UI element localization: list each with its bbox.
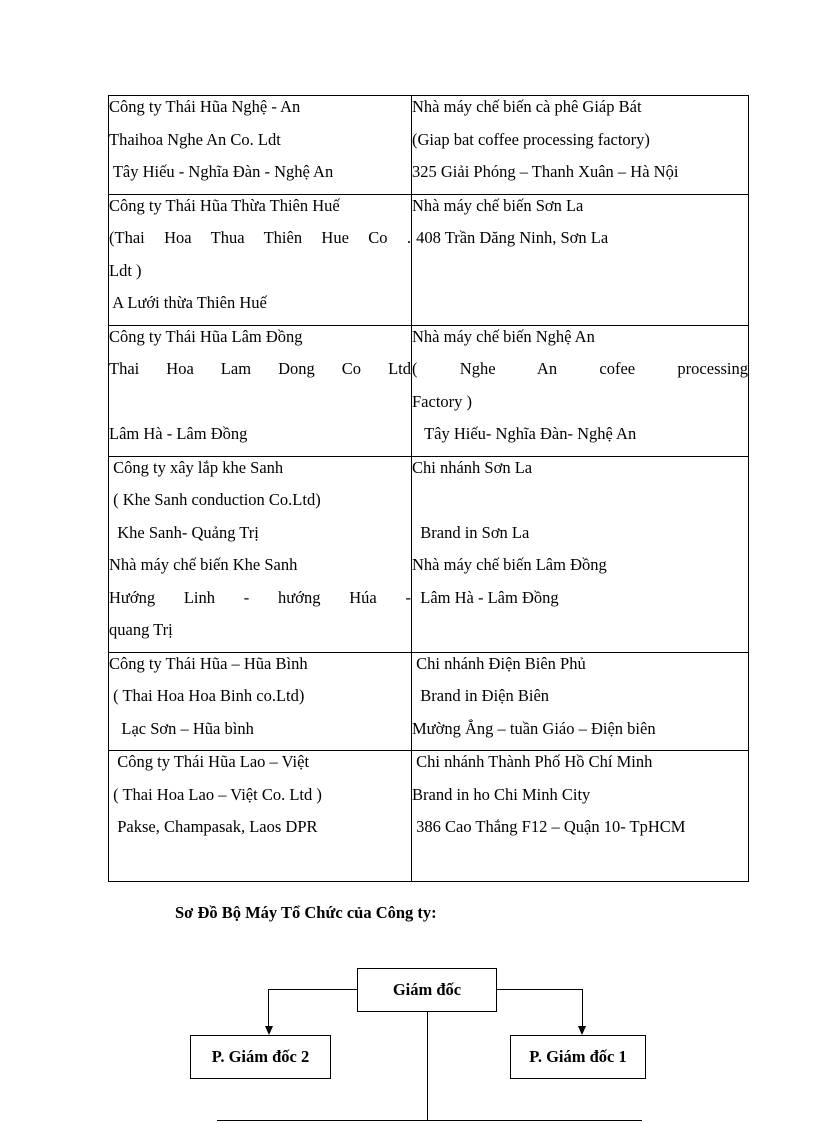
cell-text-line: Công ty xây lắp khe Sanh xyxy=(109,457,284,477)
company-cell xyxy=(109,194,412,325)
cell-text-line: Brand in Sơn La xyxy=(412,522,530,542)
director-box xyxy=(357,968,497,1012)
deputy-director-1-label: P. Giám đốc 1 xyxy=(529,1047,627,1066)
table-row xyxy=(109,96,749,195)
cell-text-line: Hướng Linh - hướng Húa - xyxy=(109,587,411,607)
cell-text-line: Lâm Hà - Lâm Đồng xyxy=(109,424,248,443)
facility-cell xyxy=(412,652,749,751)
cell-text-line: 408 Trần Dăng Ninh, Sơn La xyxy=(412,228,609,247)
cell-text-line: Chi nhánh Điện Biên Phủ xyxy=(412,653,586,673)
cell-text-line xyxy=(412,849,748,882)
facility-cell xyxy=(412,96,749,195)
cell-text-line: ( Thai Hoa Hoa Binh co.Ltd) xyxy=(109,686,305,705)
cell-text-line xyxy=(412,260,748,293)
cell-text-line: Lâm Hà - Lâm Đồng xyxy=(412,587,559,607)
connector-left-vertical xyxy=(268,989,269,1026)
cell-text-line: Tây Hiếu - Nghĩa Đàn - Nghệ An xyxy=(109,162,334,181)
table-row xyxy=(109,652,749,751)
cell-text-line: Brand in Điện Biên xyxy=(412,686,550,705)
cell-text-line xyxy=(412,619,748,652)
cell-text-line: Pakse, Champasak, Laos DPR xyxy=(109,817,318,836)
cell-text-line xyxy=(412,292,748,325)
cell-text-line: Nhà máy chế biến Nghệ An xyxy=(412,326,595,346)
cell-text-line: ( Khe Sanh conduction Co.Ltd) xyxy=(109,490,321,509)
deputy-director-1-box xyxy=(510,1035,646,1079)
cell-text-line: Nhà máy chế biến Lâm Đồng xyxy=(412,555,607,574)
cell-text-line: Nhà máy chế biến Khe Sanh xyxy=(109,555,298,574)
table-row xyxy=(109,194,749,325)
company-cell xyxy=(109,652,412,751)
company-cell xyxy=(109,96,412,195)
trunk-vertical xyxy=(427,1012,428,1120)
cell-text-line xyxy=(412,489,748,522)
cell-text-line: Công ty Thái Hũa Lâm Đồng xyxy=(109,326,303,346)
facility-cell xyxy=(412,325,749,456)
facility-cell xyxy=(412,456,749,652)
cell-text-line: Nhà máy chế biến Sơn La xyxy=(412,195,584,215)
cell-text-line: ( Thai Hoa Lao – Việt Co. Ltd ) xyxy=(109,784,322,804)
table-row xyxy=(109,456,749,652)
cell-text-line: Chi nhánh Thành Phố Hồ Chí Minh xyxy=(412,752,653,771)
connector-left-horizontal xyxy=(268,989,357,990)
cell-text-line: Thaihoa Nghe An Co. Ldt xyxy=(109,129,281,149)
departments-bus xyxy=(217,1120,642,1121)
cell-text-line: Factory ) xyxy=(412,391,473,411)
connector-right-vertical xyxy=(582,989,583,1026)
cell-text-line: Mường Ẳng – tuần Giáo – Điện biên xyxy=(412,718,656,738)
cell-text-line: Công ty Thái Hũa Nghệ - An xyxy=(109,97,301,116)
arrow-down-icon xyxy=(265,1026,273,1035)
deputy-director-2-label: P. Giám đốc 2 xyxy=(211,1047,310,1066)
cell-text-line: quang Trị xyxy=(109,620,173,639)
company-cell xyxy=(109,751,412,882)
cell-text-line: Công ty Thái Hũa Lao – Việt xyxy=(109,752,310,771)
cell-text-line: Khe Sanh- Quảng Trị xyxy=(109,522,259,542)
cell-text-line: Brand in ho Chi Minh City xyxy=(412,784,591,804)
cell-text-line: Lạc Sơn – Hũa bình xyxy=(109,718,254,738)
facility-cell xyxy=(412,194,749,325)
cell-text-line: (Thai Hoa Thua Thiên Hue Co . xyxy=(109,228,411,247)
org-chart-heading: Sơ Đồ Bộ Máy Tổ Chức của Công ty: xyxy=(175,903,437,922)
cell-text-line: Công ty Thái Hũa Thừa Thiên Huế xyxy=(109,195,340,215)
member-units-table xyxy=(108,95,749,882)
cell-text-line: Nhà máy chế biến cà phê Giáp Bát xyxy=(412,97,642,116)
table-row xyxy=(109,325,749,456)
arrow-down-icon xyxy=(578,1026,586,1035)
cell-text-line: 325 Giải Phóng – Thanh Xuân – Hà Nội xyxy=(412,162,679,181)
cell-text-line: Tây Hiếu- Nghĩa Đàn- Nghệ An xyxy=(412,424,637,443)
deputy-director-2-box xyxy=(190,1035,331,1079)
cell-text-line: Công ty Thái Hũa – Hũa Bình xyxy=(109,653,308,673)
cell-text-line: (Giap bat coffee processing factory) xyxy=(412,129,650,149)
cell-text-line xyxy=(109,849,411,882)
facility-cell xyxy=(412,751,749,882)
member-units-table-body xyxy=(109,96,749,882)
company-cell xyxy=(109,325,412,456)
cell-text-line xyxy=(109,391,411,424)
cell-text-line: Thai Hoa Lam Dong Co Ltd xyxy=(109,359,411,378)
cell-text-line: Ldt ) xyxy=(109,260,142,280)
cell-text-line: 386 Cao Thắng F12 – Quận 10- TpHCM xyxy=(412,817,686,836)
cell-text-line: Chi nhánh Sơn La xyxy=(412,457,533,477)
director-label: Giám đốc xyxy=(392,980,462,999)
cell-text-line: A Lưới thừa Thiên Huế xyxy=(109,293,267,312)
table-row xyxy=(109,751,749,882)
cell-text-line: ( Nghe An cofee processing xyxy=(412,359,748,378)
company-cell xyxy=(109,456,412,652)
connector-right-horizontal xyxy=(497,989,582,990)
